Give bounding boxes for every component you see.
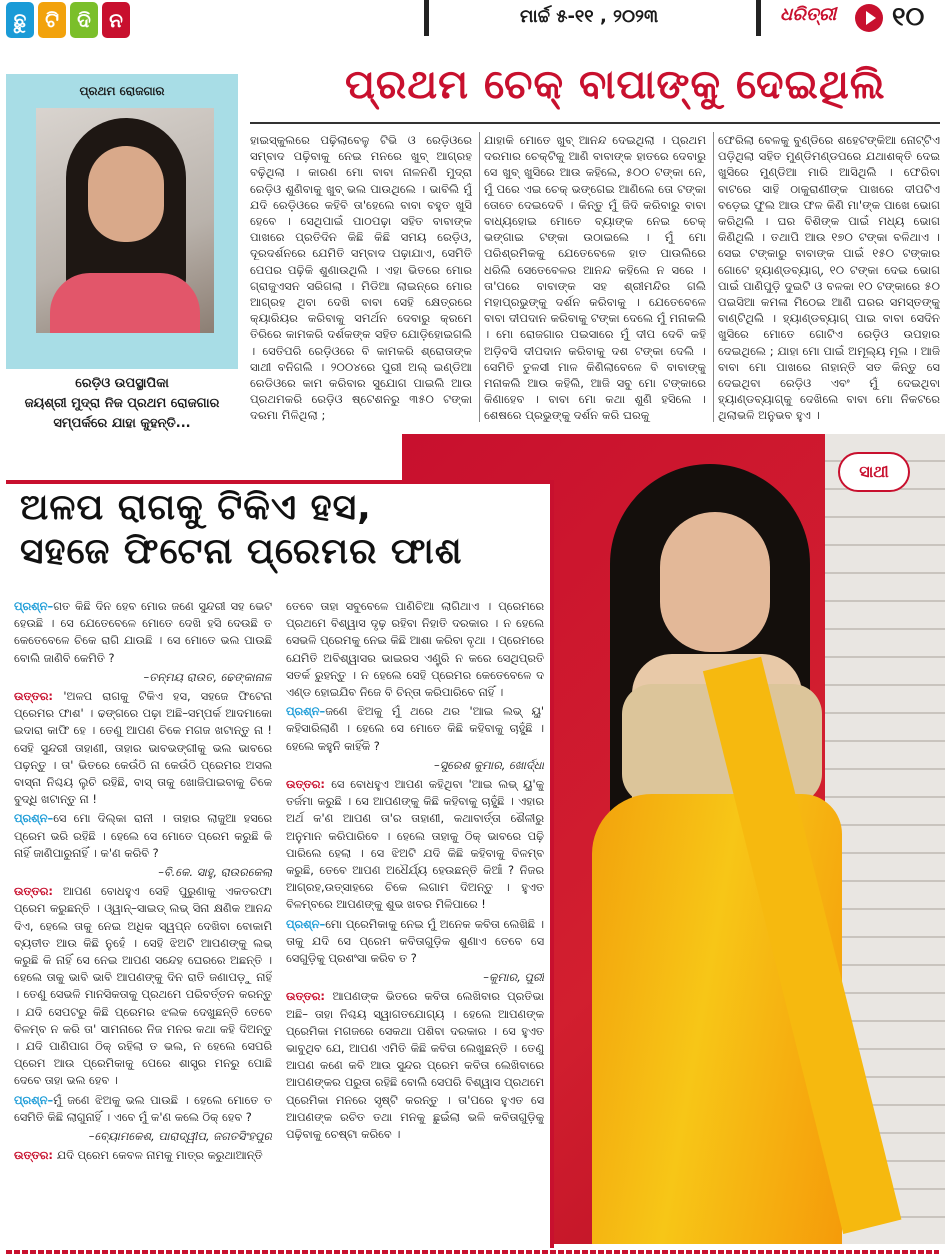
question	[14, 810, 272, 862]
qa-text: 'ଅଳପ ରାଗକୁ ଟିକିଏ ହସ, ସହଜେ ଫିଟେନା ପ୍ରେମର ଫାଶ' । ଢଙ୍ଗରେ ପଢ଼ା ଅଛି–ସମ୍ପର୍କ ଆଦମାକୋ ଇଦାରା କାଫି ହେ । ତେଣୁ ଆପଣ ଚିକେ ମଗଜ ଖଟାନ୍ତୁ ନା ! ସେହି ସୁନ୍ଦରୀ ତାହାଣୀ, ତାହାର ଭାବଭଙ୍ଗୀକୁ ଭଲ ଭାବରେ ପଢ଼ନ୍ତୁ । ତା' ଭିତରେ କେଉଁଠି ନା କେଉଁଠି ପ୍ରେମର ଅସଲ ବାସ୍ନା ନିଶ୍ଚୟ ଲୁଚି ରହିଛି, ବାସ୍ ତାକୁ ଖୋଜିପାଇବାକୁ ଚିକେ ବୁଦ୍ଧି ଖଟାନ୍ତୁ ନା !	[14, 689, 272, 807]
column-rule	[479, 132, 480, 422]
answer-label: ଉତ୍ତର:	[14, 884, 64, 899]
question	[286, 916, 544, 968]
reader-signature: –ବ୍ୟୋମକେଶ, ପାରାଦ୍ୱୀପ, ଜଗତସିଂହପୁର	[88, 1129, 272, 1144]
answer-label: ଉତ୍ତର:	[14, 1148, 57, 1163]
answer-label: ଉତ୍ତର:	[286, 989, 333, 1004]
question	[286, 703, 544, 755]
qa-headline	[20, 486, 540, 574]
presenter-photo	[36, 108, 214, 333]
question-label: ପ୍ରଶ୍ନ–	[14, 1092, 54, 1107]
section-brand	[6, 2, 130, 38]
qa-body	[14, 598, 544, 1198]
qa-text: ସେ ମୋ ଦିଲ୍‌କା ରାନୀ । ତାହାର ଲାଜୁଆ ହସରେ ପ୍ରେମ ଭରି ରହିଛି । ହେଲେ ସେ ମୋତେ ପ୍ରେମ କରୁଛି କି ନାହିଁ ଜାଣିପାରୁନାହିଁ । କ'ଣ କରିବି ?	[14, 811, 272, 860]
article-column: ଫେରିଲା ବେଳକୁ ବୁଣ୍ଡିରେ ଶହେଟଙ୍କିଆ ନୋଟ୍‌ଟିଏ ପଡ଼ିଥିଲା ସହିତ ମୁଣ୍ଡିମଣ୍ଡପରେ ଯଥାଶକ୍ତି ଦେଇ ଖୁସିରେ ମୁଣ୍ଡିଆ ମାରି ଆସିଥିଲି । ଫେରିବା ବାଟରେ ସାହି ଠାକୁରାଣୀଙ୍କ ପାଖରେ ଦୀପଟିଏ ବଡ଼େଇ ଫୁଲ ଆଉ ଫଳ କିଣି ମା'ଙ୍କ ପାଖେ ଭୋଗ କରିଥିଲି । ଘର ବିଶିଙ୍କ ପାଇଁ ମଧ୍ୟ ଭୋଗ କିଣିଥିଲି । ତଥାପି ଆଉ ୧୭୦ ଟଙ୍କା ବଳିଥାଏ । ସେଇ ଟଙ୍କାରୁ ବାବାଙ୍କ ପାଇଁ ୧୫୦ ଟଙ୍କାର ଗୋଟେ ହ୍ୟାଣ୍ଡବ୍ୟାଗ୍, ୧୦ ଟଙ୍କା ଦେଇ ଭୋଗ ପାଇଁ ପାଣିପୁଡ଼ି ଦୁଇଟି ଓ ବଳକା ୧୦ ଟଙ୍କାରେ ୫୦ ପଇସିଆ କମଳା ମିଠେଇ ଆଣି ଘରର ସମସ୍ତଙ୍କୁ ବାଣ୍ଟିଥିଲି । ହ୍ୟାଣ୍ଡବ୍ୟାଗ୍ ପାଇ ବାବା ସେଦିନ ଖୁସିରେ ମୋତେ ଗୋଟିଏ ରେଡ଼ିଓ ଉପହାର ଦେଇଥିଲେ ; ଯାହା ମୋ ପାଇଁ ଅମୂଲ୍ୟ ମୂଲ । ଆଜି ବାବା ମୋ ପାଖରେ ନାହାନ୍ତି ସତ କିନ୍ତୁ ସେ ଦେଇଥିବା ରେଡ଼ିଓ ଏବଂ ମୁଁ ଦେଇଥିବା ହ୍ୟାଣ୍ଡବ୍ୟାଗ୍‌କୁ ଦେଖିଲେ ବାବା ମୋ ନିକଟରେ ଥିଲାଭଳି ଅନୁଭବ ହୁଏ ।	[718, 133, 940, 422]
brand-letter: ଛୁ	[6, 2, 34, 38]
caption-line: ଜୟଶ୍ରୀ ମୁଦ୍ରା ନିଜ ପ୍ରଥମ ରୋଜଗାର	[24, 396, 220, 411]
issue-date: ମାର୍ଚ୍ଚ ୫-୧୧ , ୨୦୨୩	[520, 6, 659, 27]
answer	[286, 988, 544, 1143]
article-tag: ପ୍ରଥମ ରୋଜଗାର	[79, 84, 165, 98]
question	[14, 1092, 272, 1126]
answer	[14, 883, 272, 1089]
page-header	[0, 0, 945, 40]
publication-logo: ଧରିତ୍ରୀ	[780, 4, 837, 25]
question-label: ପ୍ରଶ୍ନ–	[286, 916, 326, 931]
answer-label: ଉତ୍ତର:	[14, 689, 64, 704]
header-divider	[424, 0, 429, 36]
qa-text: ଯଦି ପ୍ରେମ କେବଳ ନାମକୁ ମାତ୍ର କରୁଥାଆନ୍ତି	[56, 1148, 263, 1163]
article-column: ହାଇସ୍କୁଲରେ ପଢ଼ିଲାବେଳୁ ଟିଭି ଓ ରେଡ଼ିଓରେ ସମ୍ବାଦ ପଢ଼ିବାକୁ ନେଇ ମନରେ ଖୁବ୍ ଆଗ୍ରହ ବଢ଼ିଥିଲା । କାରଣ ମୋ ବାବା ନାଳନଣି ମୁଦ୍ରା ରେଡ଼ିଓ ଶୁଣିବାକୁ ଖୁବ୍ ଭଲ ପାଉଥିଲେ । ଭାବିଲି ମୁଁ ଯଦି ରେଡ଼ିଓରେ କହିବି ତା'ହେଲେ ବାବା ବହୁତ ଖୁସି ହେବେ । ସେଥିପାଇଁ ପାଠପଢ଼ା ସହିତ ବାବାଙ୍କ ପାଖରେ ପ୍ରତିଦିନ କିଛି କିଛି ସମୟ ରେଡ଼ିଓ, ଦୂରଦର୍ଶନରେ ଯେମିତି ସମ୍ବାଦ ପଢ଼ାଯାଏ, ସେମିତି ପେପର ପଢ଼ିକି ଶୁଣାଉଥିଲି । ଏହା ଭିତରେ ମୋର ଗ୍ରାଜୁଏସନ ସରିଗଲା । ମିଡିଆ ଲାଇନ୍‌ରେ ମୋର ଆଗ୍ରହ ଥିବା ଦେଖି ବାବା ସେହି କ୍ଷେତ୍ରରେ କ୍ୟାରିୟର କରିବାକୁ ସମର୍ଥନ ଦେବାରୁ କ୍ରମେ ତିରିରେ କାମକରି ଦର୍ଶକଙ୍କ ସହିତ ଯୋଡ଼ିହୋଇଗଲି । ସେତିପରି ରେଡ଼ିଓରେ ବି କାମକରି ଶ୍ରୋତାଙ୍କ ସାଥୀ ବନିଗଲି । ୨୦୦୪ରେ ପୁରୀ ଅଲ୍ ଇଣ୍ଡିଆ ରେଡିଓରେ କାମ କରିବାର ସୁଯୋଗ ପାଇଲି ଆଉ ପ୍ରଥମକରି ରେଡ଼ିଓ ଷ୍ଟେଶନରୁ ୩୫୦ ଟଙ୍କା ଦରମା ମିଳିଥିଲା ;	[250, 133, 472, 422]
question-label: ପ୍ରଶ୍ନ–	[286, 704, 326, 719]
brand-letter: ନ	[102, 2, 130, 38]
brand-letter: ଟି	[38, 2, 66, 38]
qa-text: ଜଣେ ଝିଅକୁ ମୁଁ ଥରେ ଥର 'ଆଇ ଲଭ୍ ୟୁ' କହିସାରିଲାଣି । ହେଲେ ସେ ମୋତେ କିଛି କହିବାକୁ ଚାହୁଁଛି । ହେଲେ କହୁନି କାହିଁକି ?	[286, 704, 544, 753]
top-article-body	[250, 132, 940, 422]
reader-signature: –ସୁରେଶ କୁମାର, ଖୋର୍ଦ୍ଧା	[434, 757, 544, 772]
answer	[286, 776, 544, 914]
reader-signature: –ତନ୍ମୟ ରାଉତ, ଢେଙ୍କାନାଳ	[143, 669, 272, 684]
portrait-caption	[6, 374, 238, 434]
footer-rule	[6, 1250, 939, 1254]
paragraph	[286, 598, 544, 701]
answer	[14, 1147, 272, 1164]
qa-column	[286, 598, 544, 1198]
reader-signature: –ବି.କେ. ସାହୁ, ରାଉରକେଲା	[158, 865, 272, 880]
qa-text: ସେ ବୋଧହୁଏ ଆପଣ କହିଥିବା 'ଆଇ ଲଭ୍ ୟୁ'କୁ ତର୍ଜମା କରୁଛି । ସେ ଆପଣଙ୍କୁ କିଛି କହିବାକୁ ଚାହୁଁଛି । ଏହାର ଅର୍ଥ କ'ଣ ଆପଣ ତା'ର ତାହାଣୀ, କଥାବାର୍ତ୍ତା ଶୈଳୀରୁ ଅନୁମାନ କରିପାରିବେ । ହେଲେ ତାହାକୁ ଠିକ୍ ଭାବରେ ପଢ଼ି ପାରିଲେ ହେଲା । ସେ ଝିଅଟି ଯଦି କିଛି କହିବାକୁ ବିଳମ୍ବ କରୁଛି, ତେବେ ଆପଣ ଅଧୈର୍ଯ୍ୟ ହେଉଛନ୍ତି କିଆଁ ? ନିଜର ଆଗ୍ରହ,ଉତ୍ସାହରେ ଚିକେ ଲଗାମ ଦିଅନ୍ତୁ । ହୁଏତ ବିଳମ୍ବରେ ଆପଣଙ୍କୁ ଶୁଭ ଖବର ମିଳିପାରେ !	[286, 777, 544, 912]
column-rule	[713, 132, 714, 422]
play-icon	[855, 4, 883, 32]
question	[14, 598, 272, 667]
reader-signature: –କୁମାର, ପୁରୀ	[483, 970, 544, 985]
page-number: ୧୦	[892, 2, 925, 32]
top-headline: ପ୍ରଥମ ଚେକ୍ ବାପାଙ୍କୁ ଦେଇଥିଲି	[345, 62, 886, 108]
question-label: ପ୍ରଶ୍ନ–	[14, 811, 54, 826]
qa-text: ତେବେ ତାହା ସବୁବେଳେ ପାଣିଚିଆ ଲାଗିଥାଏ । ପ୍ରେମରେ ପ୍ରଥମେ ବିଶ୍ୱାସ ଦୃଢ଼ ରହିବା ନିହାତି ଦରକାର । ନ ହେଲେ ସେଭଳି ପ୍ରେମକୁ ନେଇ କିଛି ଆଶା କରିବା ବୃଥା । ପ୍ରେମରେ ଯେମିତି ଅବିଶ୍ୱାସର ଭାଇରସ ଏଣ୍ଟ୍ରି ନ କରେ ସେଥିପ୍ରତି ସତର୍କ ରୁହନ୍ତୁ । ନ ହେଲେ ସେହି ପ୍ରେମର କେତେବେଳେ ଦ ଏଣ୍ଡ ହୋଇଯିବ ନିଜେ ବି ଚିନ୍ତା କରିପାରିବେ ନାହିଁ ।	[286, 599, 544, 700]
headline-line: ସହଜେ ଫିଟେନା ପ୍ରେମର ଫାଶ	[20, 531, 463, 572]
caption-line: ରେଡ଼ିଓ ଉପସ୍ଥାପିକା	[75, 376, 169, 391]
qa-text: ଗତ କିଛି ଦିନ ହେବ ମୋର ଜଣେ ସୁନ୍ଦରୀ ସହ ଭେଟ ହେଉଛି । ସେ ଯେତେବେଳେ ମୋତେ ଦେଖି ହସି ଦେଉଛି ତ କେତେବେଳେ ଚିକେ ରାଗି ଯାଉଛି । ସେ ମୋତେ ଭଲ ପାଉଛି ବୋଲି ଜାଣିବି କେମିତି ?	[14, 599, 272, 665]
header-divider	[756, 0, 761, 36]
headline-line: ଅଳପ ରାଗକୁ ଟିକିଏ ହସ,	[20, 487, 372, 528]
caption-line: ସମ୍ପର୍କରେ ଯାହା କୁହନ୍ତି...	[53, 416, 191, 431]
answer	[14, 688, 272, 808]
brand-letter: ଦି	[70, 2, 98, 38]
portrait-panel	[6, 74, 238, 369]
section-badge: ସାଥୀ	[838, 452, 910, 492]
article-column: ଯାହାକି ମୋତେ ଖୁବ୍ ଆନନ୍ଦ ଦେଇଥିଲା । ପ୍ରଥମ ଦରମାର ଚେକ୍‌ଟିକୁ ଆଣି ବାବାଙ୍କ ହାତରେ ଦେବାରୁ ସେ ଖୁବ୍ ଖୁସିରେ ଆଉ କହିଲେ, ୫୦୦ ଟଙ୍କା ନେ, ମୁଁ ପରେ ଏଇ ଚେକ୍ ଭଙ୍ଗେଇ ଆଣିଲେ ତୋ ଟଙ୍କା ତୋତେ ଦେଇଦେବି । କିନ୍ତୁ ମୁଁ ଜିଦି କରିବାରୁ ବାବା ବାଧ୍ୟହୋଇ ମୋତେ ବ୍ୟାଙ୍କ ନେଇ ଚେକ୍ ଭଙ୍ଗାଇ ଟଙ୍କା ଉଠାଇଲେ । ମୁଁ ମୋ ପରିଶ୍ରମିକକୁ ଯେତେବେଳେ ହାତ ପାଉଲିରେ ଧରିଲି ସେତେବେଳର ଆନନ୍ଦ କହିଲେ ନ ସରେ । ତା'ପରେ ବାବାଙ୍କ ସହ ଶ୍ରୀମନ୍ଦିର ଗଲି ମହାପ୍ରଭୁଙ୍କୁ ଦର୍ଶନ କରିବାକୁ । ଯେତେବେଳେ ବାବା ଦୀପଦାନ କରିବାକୁ ଟଙ୍କା ଦେଲେ ମୁଁ ମନାକଲି । ମୋ ରୋଜଗାର ପଇସାରେ ମୁଁ ଦୀପ ଦେବି କହି ଅଡ଼ିବସି ଦୀପଦାନ କରିବାକୁ ଦଶ ଟଙ୍କା ଦେଲି । ସେମିତି ତୁଳସୀ ମାଳ କିଣିଲାବେଳେ ବି ବାବାଙ୍କୁ ମନାକଲି ଆଉ କହିଲି, ଆଜି ସବୁ ମୋ ଟଙ୍କାରେ କିଣାହେବ । ବାବା ମୋ କଥା ଶୁଣି ହସିଲେ । ଶେଷରେ ପ୍ରଭୁଙ୍କୁ ଦର୍ଶନ କରି ଘରକୁ	[484, 133, 706, 422]
headline-rule	[250, 122, 940, 124]
answer-label: ଉତ୍ତର:	[286, 777, 332, 792]
qa-column	[14, 598, 272, 1198]
qa-text: ଆପଣଙ୍କ ଭିତରେ କବିତା ଲେଖିବାର ପ୍ରତିଭା ଅଛି– ତାହା ନିଶ୍ଚୟ ସ୍ୱାଗତଯୋଗ୍ୟ । ହେଲେ ଆପଣଙ୍କ ପ୍ରେମିକା ମଗଜରେ ସେକଥା ପଶିବା ଦରକାର । ସେ ହୁଏତ ଭାବୁଥିବ ଯେ, ଆପଣ ଏମିତି କିଛି କବିତା ଲେଖୁଛନ୍ତି । ତେଣୁ ଆପଣ କଣେ କବି ଆଉ ସୁନ୍ଦର ପ୍ରେମ କବିତା ଲେଖିବାରେ ଆପଣଙ୍କର ପରୁତା ରହିଛି ବୋଲି ସେପରି ବିଶ୍ୱାସ ପ୍ରଥମେ ପ୍ରେମିକା ମନରେ ସୃଷ୍ଟି କରନ୍ତୁ । ତା'ପରେ ହୁଏତ ସେ ଆପଣଙ୍କ ରଚିତ ତଥା ମନକୁ ଛୁଇଁଲା ଭଳି କବିତାଗୁଡ଼ିକୁ ପଢ଼ିବାକୁ ଚେଷ୍ଟା କରିବେ ।	[286, 989, 544, 1142]
qa-text: ମୋ ପ୍ରେମିକାକୁ ନେଇ ମୁଁ ଅନେକ କବିତା ଲେଖିଛି । ତାକୁ ଯଦି ସେ ପ୍ରେମ କବିତାଗୁଡ଼ିକ ଶୁଣାଏ ତେବେ ସେ ସେଗୁଡ଼ିକୁ ପ୍ରଶଂସା କରିବ ତ ?	[286, 916, 544, 966]
qa-text: ଆପଣ ବୋଧହୁଏ ସେହି ପୁରୁଣାକୁ ଏକତରଫା ପ୍ରେମ କରୁଛନ୍ତି । ଓ୍ୱାନ୍–ସାଇଡ୍ ଲଭ୍ ସିନା କ୍ଷଣିକ ଆନନ୍ଦ ଦିଏ, ହେଲେ ତାକୁ ନେଇ ଅଧିକ ସ୍ୱପ୍ନ ଦେଖିବା ବୋକାମି ବ୍ୟତୀତ ଆଉ କିଛି ନୁହେଁ । ସେହି ଝିଅଟି ଆପଣଙ୍କୁ ଲଭ୍ କରୁଛି କି ନାହିଁ ସେ ନେଇ ଆପଣ ସନ୍ଦେହ ଘେରରେ ଅଛନ୍ତି । ହେଲେ ତାକୁ ଭାବି ଭାବି ଆପଣଙ୍କୁ ଦିନ ରାତି ଜଣାପଡ଼ୁ ନାହିଁ । ତେଣୁ ସେଭଳି ମାନସିକତାକୁ ପ୍ରଥମେ ପରିବର୍ତ୍ତନ କରନ୍ତୁ । ଯଦି ସେପଟରୁ କିଛି ପ୍ରେମର ଝଲକ ଦେଖୁଛନ୍ତି ତେବେ ବିଳମ୍ବ ନ କରି ତା' ସାମନାରେ ନିଜ ମନର କଥା କହି ଦିଅନ୍ତୁ । ଯଦି ପାଣିପାଗ ଠିକ୍ ରହିଲା ତ ଭଲ, ନ ହେଲେ ସେପରି ପ୍ରେମ ଆଉ ପ୍ରେମିକାକୁ ପେରେ ଶାସ୍ତ୍ର ମନରୁ ପୋଛି ଦେବେ ତାହା ଭଲ ହେବ ।	[14, 884, 272, 1088]
question-label: ପ୍ରଶ୍ନ–	[14, 599, 54, 613]
qa-text: ମୁଁ ଜଣେ ଝିଅକୁ ଭଲ ପାଉଛି । ହେଲେ ମୋତେ ତ ସେମିତି କିଛି ଲାଗୁନାହିଁ । ଏବେ ମୁଁ କ'ଣ କଲେ ଠିକ୍ ହେବ ?	[14, 1092, 272, 1124]
